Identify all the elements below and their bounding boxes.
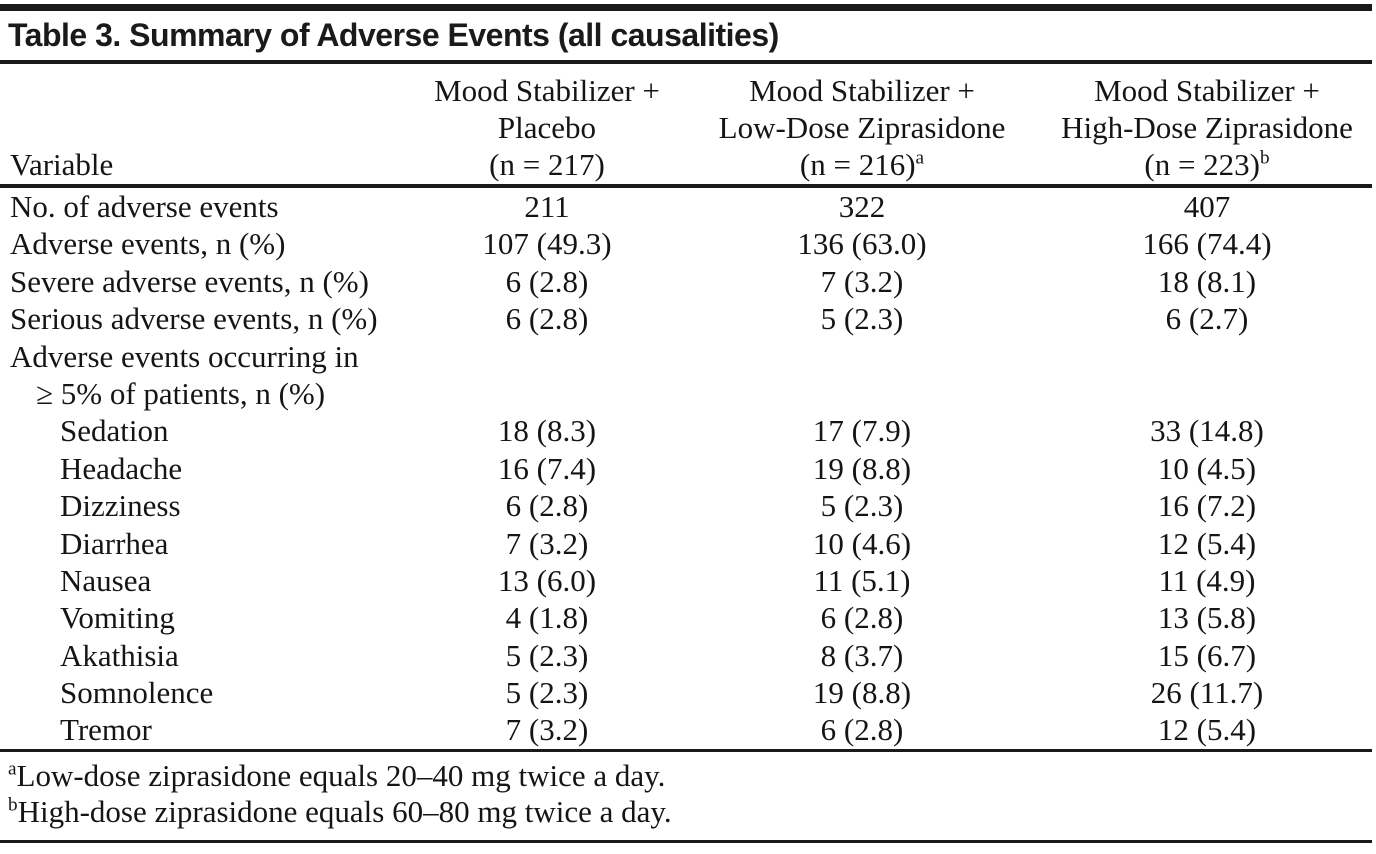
cell-value-high-dose: 11 (4.9) [1158,562,1256,598]
table-row [0,338,1376,375]
row-label: Tremor [60,712,152,748]
table-row [0,711,1376,748]
cell-value-placebo: 16 (7.4) [497,450,597,486]
cell-value-placebo [388,375,706,412]
column-header-line: (n = 223)$^b$ [1144,147,1270,182]
cell-value-high-dose: 13 (5.8) [1157,600,1257,636]
cell-value-low-dose: 322 [838,189,886,224]
cell-value-low-dose: 11 (5.1) [813,562,911,598]
table-row [0,263,1376,300]
cell-value-high-dose: 10 (4.5) [1157,450,1257,486]
column-header-line: Mood Stabilizer + [749,73,975,108]
row-label: Sedation [60,413,169,449]
cell-value-placebo: 5 (2.3) [505,637,589,673]
cell-value-high-dose [1018,338,1376,375]
row-label: Dizziness [60,488,181,524]
row-label: No. of adverse events [10,189,279,224]
table-row [0,300,1376,337]
column-header-line: (n = 217) [489,147,605,182]
cell-value-low-dose: 5 (2.3) [820,488,904,524]
footnote-marker: a [8,758,17,780]
table-row [0,637,1376,674]
cell-value-placebo: 5 (2.3) [505,675,589,711]
cell-value-low-dose: 10 (4.6) [812,525,912,561]
table-title-block [0,11,1376,60]
cell-value-low-dose: 136 (63.0) [797,226,927,262]
cell-value-placebo: 107 (49.3) [482,226,612,262]
column-header-line: Placebo [497,110,597,145]
cell-value-high-dose: 12 (5.4) [1157,712,1257,748]
table-row [0,375,1376,412]
cell-value-placebo: 211 [524,189,570,224]
table-header [0,64,1376,184]
table-title: Table 3. Summary of Adverse Events (all causalities) [8,17,779,53]
table-row [0,674,1376,711]
column-header-line: Mood Stabilizer + [1094,73,1320,108]
cell-value-high-dose: 33 (14.8) [1150,413,1264,449]
row-label: Akathisia [60,637,179,673]
footnote-marker: a [915,147,925,169]
cell-value-high-dose: 12 (5.4) [1157,525,1257,561]
cell-value-high-dose: 16 (7.2) [1157,488,1257,524]
cell-value-placebo [388,338,706,375]
cell-value-placebo: 6 (2.8) [505,301,589,337]
table-body [0,188,1376,749]
cell-value-placebo: 13 (6.0) [497,562,597,598]
column-header-low-dose [706,72,1018,184]
row-label: Headache [60,450,183,486]
column-header-placebo [388,72,706,184]
table-row [0,225,1376,262]
table-row [0,525,1376,562]
cell-value-placebo: 18 (8.3) [497,413,597,449]
row-label: Adverse events, n (%) [10,226,286,262]
table-top-bar [0,4,1372,11]
footnote-b [8,794,1376,830]
footnote-text: Low-dose ziprasidone equals 20–40 mg twice a day. [16,757,666,793]
cell-value-low-dose: 7 (3.2) [820,263,904,299]
footnote-text: High-dose ziprasidone equals 60–80 mg twice a day. [17,793,672,829]
cell-value-high-dose: 15 (6.7) [1157,637,1257,673]
row-label: ≥ 5% of patients, n (%) [36,375,326,411]
cell-value-low-dose: 5 (2.3) [820,301,904,337]
cell-value-low-dose: 19 (8.8) [812,450,912,486]
column-header-line: (n = 216)$^a$ [799,147,925,182]
row-label: Somnolence [60,675,214,711]
row-label: Adverse events occurring in [10,338,359,374]
column-header-line: High-Dose Ziprasidone [1061,110,1353,145]
footnote-marker: b [1260,147,1270,169]
table-row [0,487,1376,524]
footnote-marker: b [8,794,18,816]
cell-value-high-dose: 166 (74.4) [1142,226,1272,262]
cell-value-high-dose [1018,375,1376,412]
cell-value-low-dose [706,375,1018,412]
cell-value-low-dose: 8 (3.7) [820,637,904,673]
cell-value-high-dose: 6 (2.7) [1165,301,1249,337]
footnote-a [8,758,1376,794]
table-row [0,412,1376,449]
row-label: Diarrhea [60,525,169,561]
cell-value-placebo: 6 (2.8) [505,488,589,524]
cell-value-low-dose: 6 (2.8) [820,712,904,748]
column-header-high-dose [1018,72,1376,184]
cell-value-placebo: 6 (2.8) [505,263,589,299]
table-row [0,599,1376,636]
cell-value-high-dose: 18 (8.1) [1157,263,1257,299]
table-row [0,450,1376,487]
cell-value-low-dose [706,338,1018,375]
row-label: Serious adverse events, n (%) [10,301,378,337]
row-label: Vomiting [60,600,175,636]
row-label: Nausea [60,562,152,598]
cell-value-high-dose: 407 [1183,189,1231,224]
footnotes [0,752,1376,830]
column-header-line: Mood Stabilizer + [434,73,660,108]
table-row [0,188,1376,225]
cell-value-high-dose: 26 (11.7) [1150,675,1264,711]
column-header-line: Low-Dose Ziprasidone [718,110,1006,145]
cell-value-low-dose: 6 (2.8) [820,600,904,636]
table-bottom-bar [0,840,1372,843]
cell-value-low-dose: 19 (8.8) [812,675,912,711]
table-row [0,562,1376,599]
row-label: Severe adverse events, n (%) [10,263,369,299]
variable-label: Variable [10,147,114,182]
cell-value-placebo: 7 (3.2) [505,712,589,748]
cell-value-placebo: 4 (1.8) [505,600,589,636]
column-header-variable [0,72,388,184]
cell-value-placebo: 7 (3.2) [505,525,589,561]
cell-value-low-dose: 17 (7.9) [812,413,912,449]
